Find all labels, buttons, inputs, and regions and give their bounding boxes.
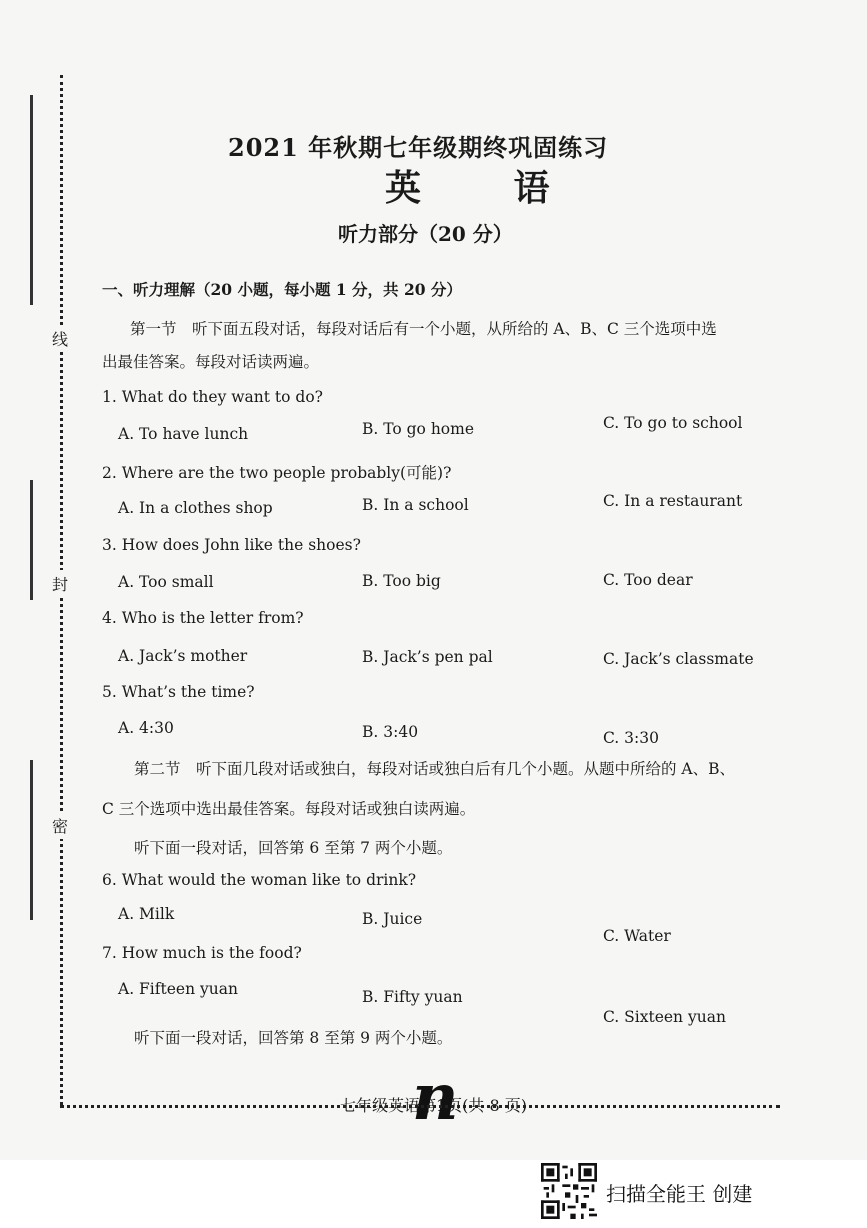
section2-instruction: 第二节 听下面几段对话或独白，每段对话或独白后有几个小题。从题中所给的 A、B、 [134, 760, 736, 778]
q4-option-b: B. Jack’s pen pal [362, 648, 493, 666]
question-1: 1. What do they want to do? [102, 388, 323, 406]
question-3: 3. How does John like the shoes? [102, 536, 361, 554]
q4-option-a: A. Jack’s mother [118, 647, 248, 665]
q5-option-c: C. 3:30 [603, 729, 659, 747]
q2-option-c: C. In a restaurant [603, 492, 743, 510]
section1-instruction: 出最佳答案。每段对话读两遍。 [102, 353, 320, 371]
page-footer: 七年级英语第1页(共 8 页) [340, 1096, 528, 1115]
q6-option-c: C. Water [603, 927, 671, 945]
binding-bar [30, 95, 33, 305]
section2-instruction: C 三个选项中选出最佳答案。每段对话或独白读两遍。 [102, 800, 476, 818]
bottom-dotted-line [60, 1105, 780, 1108]
q3-option-b: B. Too big [362, 572, 441, 590]
q7-option-a: A. Fifteen yuan [118, 980, 238, 998]
section1-instruction: 第一节 听下面五段对话，每段对话后有一个小题，从所给的 A、B、C 三个选项中选 [130, 320, 717, 338]
q1-option-b: B. To go home [362, 420, 475, 438]
exam-title: 2021 年秋期七年级期终巩固练习 [228, 133, 609, 162]
part1-heading: 一、听力理解（20 小题，每小题 1 分，共 20 分） [102, 280, 462, 299]
question-2: 2. Where are the two people probably(可能)? [102, 464, 452, 482]
binding-char-xian: 线 [52, 325, 68, 352]
binding-bar [30, 480, 33, 600]
q7-option-c: C. Sixteen yuan [603, 1008, 726, 1026]
binding-char-mi: 密 [52, 812, 68, 839]
question-4: 4. Who is the letter from? [102, 609, 304, 627]
q1-option-a: A. To have lunch [118, 425, 249, 443]
dialog-instruction-8-9: 听下面一段对话，回答第 8 至第 9 两个小题。 [134, 1029, 453, 1047]
q7-option-b: B. Fifty yuan [362, 988, 463, 1006]
qr-code-icon [541, 1163, 597, 1219]
question-7: 7. How much is the food? [102, 944, 302, 962]
q6-option-b: B. Juice [362, 910, 423, 928]
question-5: 5. What’s the time? [102, 683, 255, 701]
listening-section-title: 听力部分（20 分） [338, 222, 513, 246]
subject-title: 英 语 [385, 167, 590, 209]
q5-option-a: A. 4:30 [118, 719, 174, 737]
question-6: 6. What would the woman like to drink? [102, 871, 417, 889]
q2-option-b: B. In a school [362, 496, 469, 514]
binding-char-feng: 封 [52, 570, 68, 597]
scanner-watermark-label: 扫描全能王 创建 [606, 1182, 753, 1206]
camscanner-logo-icon: n [412, 1060, 459, 1135]
q3-option-c: C. Too dear [603, 571, 693, 589]
dialog-instruction-6-7: 听下面一段对话，回答第 6 至第 7 两个小题。 [134, 839, 453, 857]
q3-option-a: A. Too small [118, 573, 214, 591]
binding-bar [30, 760, 33, 920]
q5-option-b: B. 3:40 [362, 723, 419, 741]
q4-option-c: C. Jack’s classmate [603, 650, 754, 668]
q1-option-c: C. To go to school [603, 414, 743, 432]
q6-option-a: A. Milk [118, 905, 175, 923]
q2-option-a: A. In a clothes shop [118, 499, 273, 517]
